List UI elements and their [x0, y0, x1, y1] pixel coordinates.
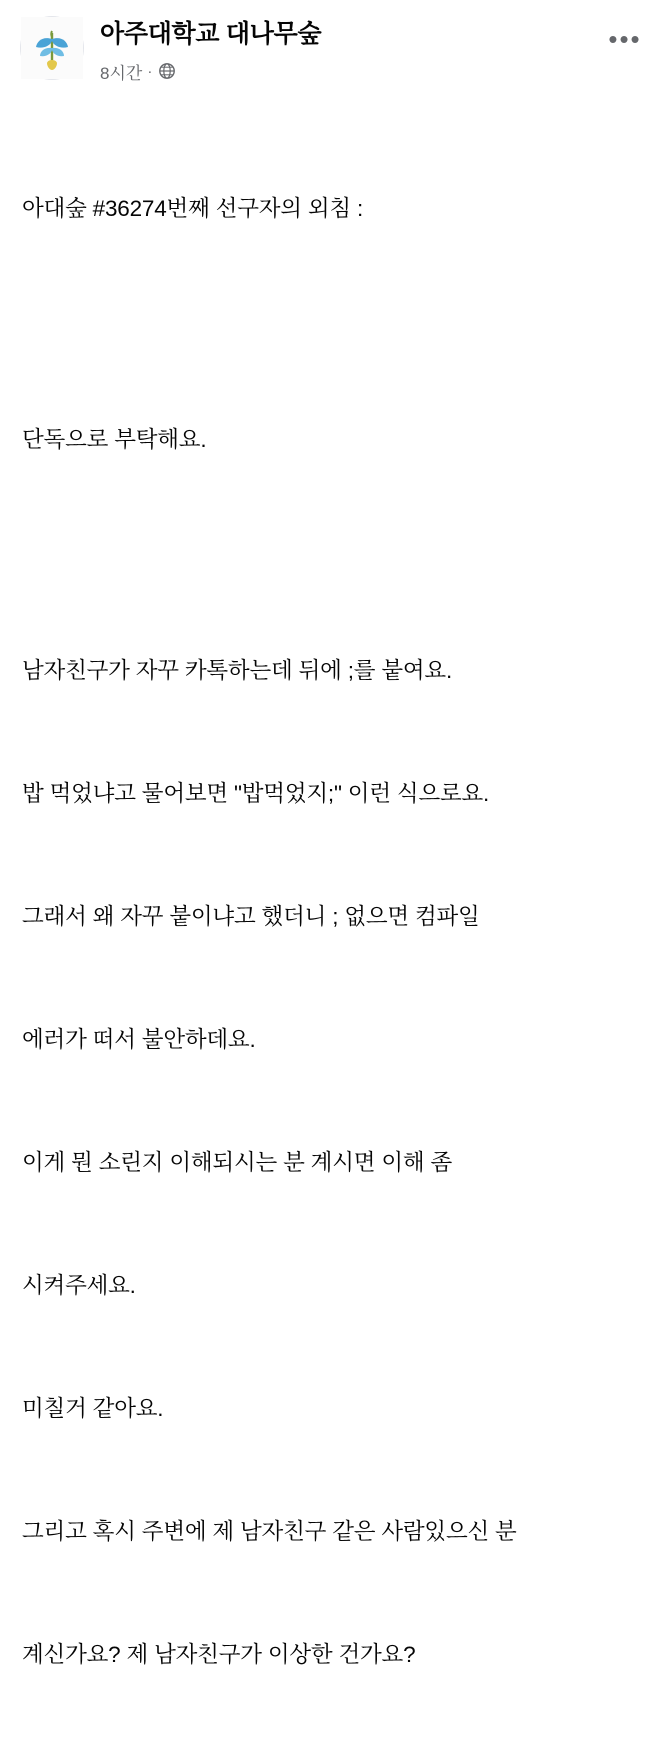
post-text-line: 그리고 혹시 주변에 제 남자친구 같은 사람있으신 분 [22, 1519, 517, 1544]
post-text [22, 106, 638, 1757]
meta-separator: · [147, 62, 153, 80]
post-timestamp[interactable]: 8시간 [100, 63, 143, 83]
more-options-icon[interactable]: ••• [608, 24, 642, 54]
post-text-line: 미칠거 같아요. [22, 1396, 164, 1421]
post-header [0, 0, 658, 92]
post-body [0, 92, 658, 1757]
post-text-line: 시켜주세요. [22, 1273, 136, 1298]
post-text-line: 남자친구가 자꾸 카톡하는데 뒤에 ;를 붙여요. [22, 658, 452, 683]
post-text-line: 에러가 떠서 불안하데요. [22, 1027, 256, 1052]
post-meta [100, 59, 608, 84]
post-text-line: 밥 먹었냐고 물어보면 "밥먹었지;" 이런 식으로요. [22, 781, 490, 806]
bamboo-leaf-avatar-icon [21, 17, 83, 79]
globe-icon[interactable] [158, 62, 176, 80]
post-text-line: 그래서 왜 자꾸 붙이냐고 했더니 ; 없으면 컴파일 [22, 904, 480, 929]
post-text-line: 아대숲 #36274번째 선구자의 외침 : [22, 196, 364, 221]
post-text-line [22, 542, 638, 568]
post-text-line: 이게 뭔 소린지 이해되시는 분 계시면 이해 좀 [22, 1150, 452, 1175]
avatar[interactable] [20, 16, 84, 80]
post-header-text [84, 14, 608, 84]
page-title[interactable]: 아주대학교 대나무숲 [100, 20, 322, 48]
post-text-line: 단독으로 부탁해요. [22, 427, 207, 452]
post-text-line [22, 311, 638, 337]
post-text-line: 계신가요? 제 남자친구가 이상한 건가요? [22, 1642, 416, 1667]
